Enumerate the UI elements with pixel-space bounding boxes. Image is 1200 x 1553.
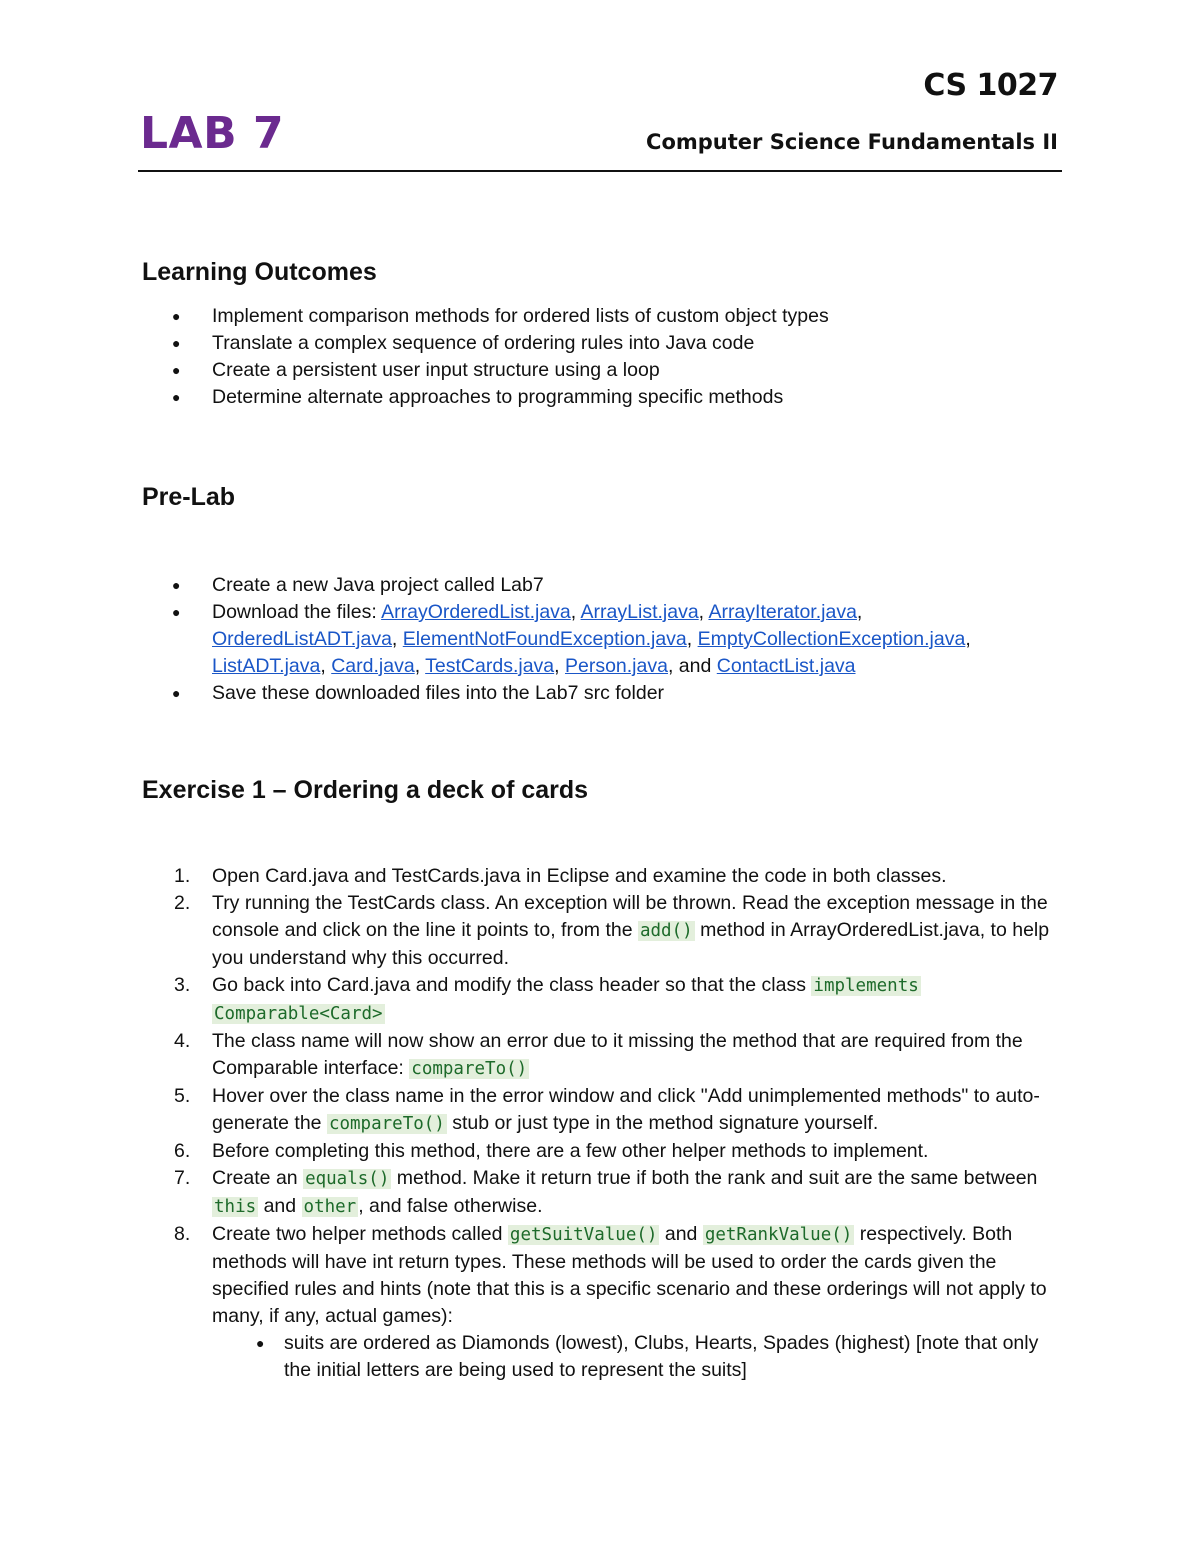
list-item: ● Create a persistent user input structure using a loop xyxy=(142,357,1062,384)
step-item: 8. Create two helper methods called getSuitValue() and getRankValue() respectively. Both methods will have int return types. These methods will be used to order the cards given the specified rules and hints (note that this is a specific scenario and these orderings will not apply to many, if any, actual games): ● suits are ordered as Diamonds (lowest), Clubs, Hearts, Spades (highest) [note that only the initial letters are being used to represent the suits] xyxy=(142,1221,1062,1384)
list-item: ● Translate a complex sequence of ordering rules into Java code xyxy=(142,330,1062,357)
list-item: ● Download the files: ArrayOrderedList.java, ArrayList.java, ArrayIterator.java, OrderedListADT.java, ElementNotFoundException.java, EmptyCollectionException.java, ListADT.java, Card.java, TestCards.java, Person.java, and ContactList.java xyxy=(172,601,971,677)
file-link-contactlist[interactable]: ContactList.java xyxy=(716,655,856,677)
header-divider xyxy=(138,170,1062,172)
list-item: ● Determine alternate approaches to programming specific methods xyxy=(142,384,1062,411)
prelab-heading: Pre-Lab xyxy=(142,483,236,511)
file-link-person[interactable]: Person.java xyxy=(564,655,668,677)
exercise1-steps xyxy=(142,863,1062,1384)
list-item: ● Save these downloaded files into the Lab7 src folder xyxy=(142,680,1062,707)
bullet-icon: ● xyxy=(172,685,181,701)
bullet-icon: ● xyxy=(172,362,181,378)
code-getrankvalue: getRankValue() xyxy=(704,1225,853,1245)
learning-outcomes-list xyxy=(142,303,1062,411)
list-item: ● Create a new Java project called Lab7 xyxy=(142,572,1062,599)
list-item: ● Implement comparison methods for ordered lists of custom object types xyxy=(142,303,1062,330)
bullet-icon: ● xyxy=(172,335,181,351)
step-item: 7. Create an equals() method. Make it return true if both the rank and suit are the same between this and other , and false otherwise. xyxy=(174,1167,1038,1217)
code-other: other xyxy=(303,1197,357,1217)
file-link-emptycollectionexception[interactable]: EmptyCollectionException.java xyxy=(697,628,966,650)
step-item: 1. Open Card.java and TestCards.java in Eclipse and examine the code in both classes. xyxy=(174,865,947,887)
sub-list xyxy=(212,1330,1062,1384)
code-add: add() xyxy=(639,921,693,941)
lab-title: LAB 7 xyxy=(140,108,285,159)
bullet-icon: ● xyxy=(172,577,181,593)
code-getsuitvalue: getSuitValue() xyxy=(509,1225,658,1245)
code-compareto: compareTo() xyxy=(411,1059,528,1079)
file-link-orderedlistadt[interactable]: OrderedListADT.java xyxy=(212,628,392,650)
file-link-arrayiterator[interactable]: ArrayIterator.java xyxy=(708,601,857,623)
prelab-list xyxy=(142,572,1062,707)
file-link-testcards[interactable]: TestCards.java xyxy=(425,655,555,677)
code-this: this xyxy=(214,1197,257,1217)
course-name: Computer Science Fundamentals II xyxy=(646,130,1058,154)
step-item: 5. Hover over the class name in the error window and click "Add unimplemented methods" to auto-generate the compareTo() stub or just type in the method signature yourself. xyxy=(174,1085,1040,1134)
bullet-icon: ● xyxy=(172,604,181,620)
step-item: 2. Try running the TestCards class. An exception will be thrown. Read the exception message in the console and click on the line it points to, from the add() method in ArrayOrderedList.java, to help you understand why this occurred. xyxy=(174,892,1050,969)
sub-list-item: ● suits are ordered as Diamonds (lowest), Clubs, Hearts, Spades (highest) [note that only the initial letters are being used to represent the suits] xyxy=(256,1332,1039,1381)
step-item: 3. Go back into Card.java and modify the class header so that the class implements Comparable<Card> xyxy=(174,974,919,1024)
code-implements: implements xyxy=(813,976,919,996)
bullet-icon: ● xyxy=(172,308,181,324)
step-item: 6. Before completing this method, there are a few other helper methods to implement. xyxy=(174,1140,929,1162)
bullet-icon: ● xyxy=(256,1335,265,1351)
step-item: 4. The class name will now show an error due to it missing the method that are required from the Comparable interface: compareTo() xyxy=(174,1030,1023,1079)
learning-outcomes-heading: Learning Outcomes xyxy=(142,258,377,286)
file-link-arrayorderedlist[interactable]: ArrayOrderedList.java xyxy=(381,601,571,623)
file-link-card[interactable]: Card.java xyxy=(331,655,415,677)
file-link-arraylist[interactable]: ArrayList.java xyxy=(580,601,699,623)
course-code: CS 1027 xyxy=(923,68,1058,103)
file-link-listadt[interactable]: ListADT.java xyxy=(212,655,321,677)
file-link-elementnotfoundexception[interactable]: ElementNotFoundException.java xyxy=(402,628,687,650)
code-equals: equals() xyxy=(305,1169,390,1189)
code-compareto-stub: compareTo() xyxy=(328,1114,445,1134)
bullet-icon: ● xyxy=(172,389,181,405)
code-comparable-card: Comparable<Card> xyxy=(214,1004,383,1024)
exercise1-heading: Exercise 1 – Ordering a deck of cards xyxy=(142,776,589,804)
